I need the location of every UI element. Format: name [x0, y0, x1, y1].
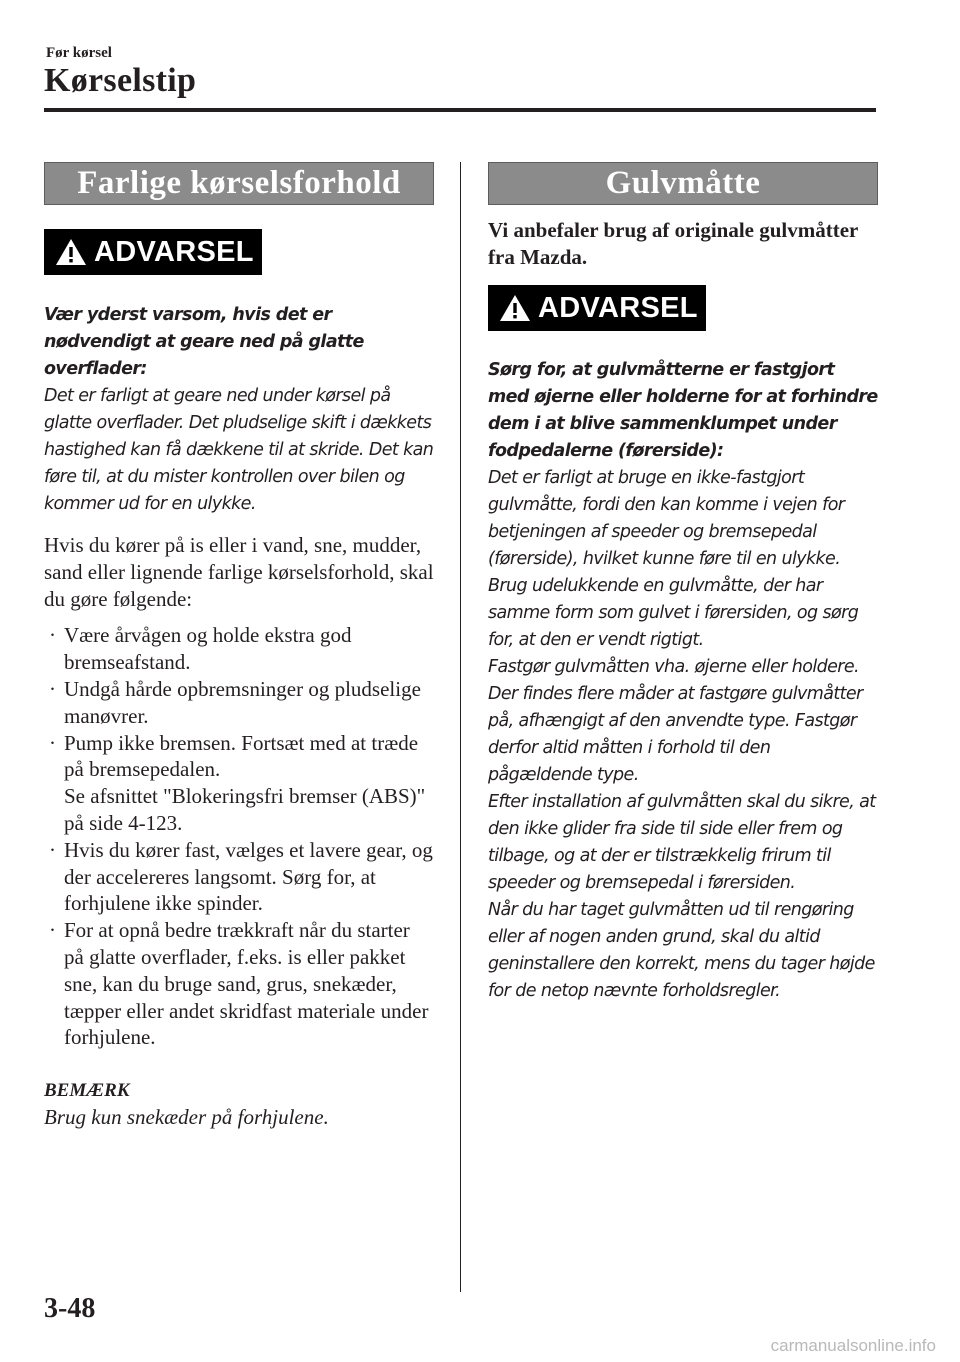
warning-paragraph: Efter installation af gulvmåtten skal du sikre, at den ikke glider fra side til side eller frem og tilbage, og at der er tilstrækkelig frirum til speeder og bremsepedal i førersiden. — [488, 792, 876, 893]
warning-paragraph: Der findes flere måder at fastgøre gulvmåtter på, afhængigt af den anvendte type. Fastgør derfor altid måtten i forhold til den pågældende type. — [488, 684, 863, 785]
warning-triangle-icon — [498, 293, 532, 323]
list-item: · Hvis du kører fast, vælges et lavere gear, og der accelereres langsomt. Sørg for, at forhjulene ikke spinder. — [49, 837, 433, 916]
section-title: Kørselstip — [44, 62, 197, 99]
warning-lead: Sørg for, at gulvmåtterne er fastgjort med øjerne eller holderne for at forhindre dem i at blive sammenklumpet under fodpedalerne (førerside): — [488, 360, 878, 461]
warning-text-left — [44, 302, 434, 518]
warning-body: Det er farligt at geare ned under kørsel på glatte overflader. Det pludselige skift i dækkets hastighed kan få dækkene til at skride. Det kan føre til, at du mister kontrollen over bilen og kommer ud for en ulykke. — [44, 386, 434, 514]
warning-triangle-icon — [54, 237, 88, 267]
warning-label: ADVARSEL — [94, 235, 254, 268]
left-column — [44, 162, 434, 1131]
intro-paragraph: Hvis du kører på is eller i vand, sne, mudder, sand eller lignende farlige kørselsforhold, skal du gøre følgende: — [44, 533, 434, 611]
list-item: · For at opnå bedre trækkraft når du starter på glatte overflader, f.eks. is eller pakket sne, kan du bruge sand, grus, snekæder, tæpper eller andet skridfast materiale under forhjulene. — [49, 918, 429, 1050]
watermark: carmanualsonline.info — [770, 1336, 936, 1355]
warning-paragraph: Når du har taget gulvmåtten ud til rengøring eller af nogen anden grund, skal du altid geninstallere den korrekt, mens du tager højde for de netop nævnte forholdsregler. — [488, 900, 875, 1001]
warning-paragraph: Fastgør gulvmåtten vha. øjerne eller holdere. — [488, 657, 859, 677]
warning-badge — [488, 285, 706, 331]
column-divider — [460, 162, 461, 1292]
warning-text-right — [488, 357, 878, 1005]
section-banner-floor-mat: Gulvmåtte — [488, 162, 878, 205]
bullet-list — [44, 622, 434, 1051]
note-title: BEMÆRK — [44, 1080, 130, 1102]
warning-paragraph: Det er farligt at bruge en ikke-fastgjort gulvmåtte, fordi den kan komme i vejen for betjeningen af speeder og bremsepedal (førerside), hvilket kunne føre til en ulykke. — [488, 468, 845, 569]
note-text: Brug kun snekæder på forhjulene. — [44, 1105, 329, 1130]
chapter-label: Før kørsel — [46, 45, 112, 61]
cross-reference: Se afsnittet "Blokeringsfri bremser (ABS)" på side 4-123. — [64, 784, 426, 835]
page-number: 3-48 — [44, 1293, 96, 1324]
warning-paragraph: Brug udelukkende en gulvmåtte, der har samme form som gulvet i førersiden, og sørg for, at den er vendt rigtigt. — [488, 576, 859, 650]
warning-lead: Vær yderst varsom, hvis det er nødvendigt at geare ned på glatte overflader: — [44, 305, 364, 379]
warning-badge — [44, 229, 262, 275]
section-banner-driving-conditions: Farlige kørselsforhold — [44, 162, 434, 205]
header-rule — [44, 108, 876, 112]
list-item: · Pump ikke bremsen. Fortsæt med at træde på bremsepedalen. Se afsnittet "Blokeringsfri bremser (ABS)" på side 4-123. — [44, 730, 434, 837]
floor-mat-intro: Vi anbefaler brug af originale gulvmåtter fra Mazda. — [488, 218, 858, 269]
list-item: · Være årvågen og holde ekstra god bremseafstand. — [49, 623, 352, 675]
list-item: · Undgå hårde opbremsninger og pludselige manøvrer. — [49, 676, 421, 728]
warning-label: ADVARSEL — [538, 291, 698, 324]
right-column — [488, 162, 878, 1005]
